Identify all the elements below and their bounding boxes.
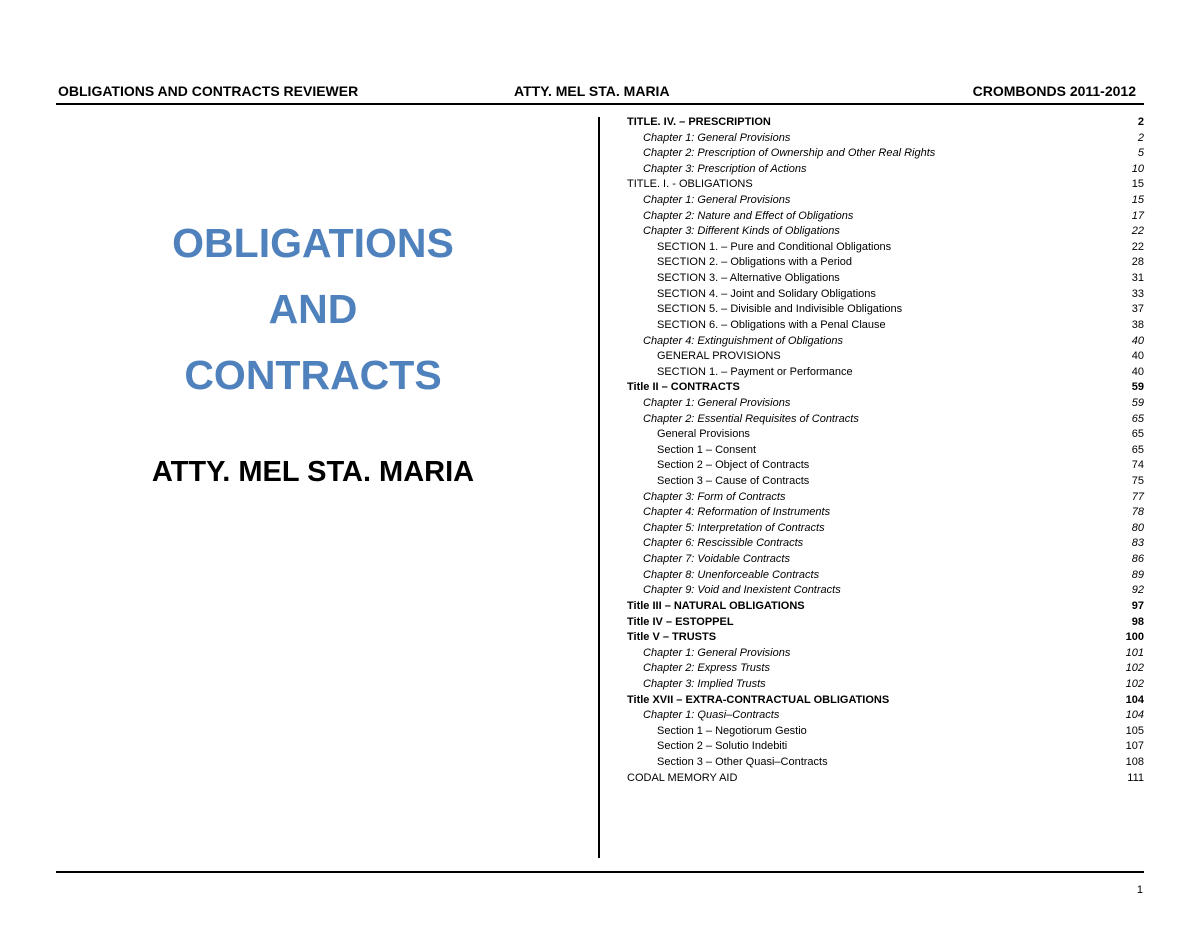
toc-entry: [627, 739, 1144, 755]
toc-entry-label: Chapter 5: Interpretation of Contracts: [643, 521, 825, 534]
toc-entry-label: Title III – NATURAL OBLIGATIONS: [627, 599, 805, 612]
toc-entry-page: 86: [1131, 553, 1144, 566]
toc-entry-label: CODAL MEMORY AID: [627, 771, 738, 784]
toc-entry-label: SECTION 5. – Divisible and Indivisible Obligations: [657, 303, 903, 316]
toc-entry-page: 40: [1131, 350, 1144, 363]
toc-entry-page: 92: [1131, 584, 1144, 597]
toc-entry: [627, 349, 1144, 365]
toc-entry-page: 108: [1125, 755, 1144, 768]
toc-entry-page: 105: [1125, 724, 1144, 737]
toc-entry: [627, 646, 1144, 662]
toc-entry-label: Chapter 3: Form of Contracts: [643, 490, 786, 503]
toc-entry-label: Chapter 3: Different Kinds of Obligations: [643, 225, 840, 238]
toc-entry: [627, 599, 1144, 615]
toc-entry-page: 15: [1131, 178, 1144, 191]
toc-entry-label: SECTION 1. – Payment or Performance: [657, 365, 853, 378]
toc-entry: [627, 630, 1144, 646]
toc-entry: [627, 318, 1144, 334]
toc-entry-label: Chapter 2: Express Trusts: [643, 662, 770, 675]
toc-entry-label: Chapter 1: General Provisions: [643, 396, 791, 409]
toc-entry-label: Section 2 – Solutio Indebiti: [657, 740, 788, 753]
toc-entry-page: 28: [1131, 256, 1144, 269]
toc-entry: [627, 505, 1144, 521]
toc-entry: [627, 224, 1144, 240]
toc-entry-label: General Provisions: [657, 428, 750, 441]
toc-entry-page: 104: [1125, 709, 1144, 722]
toc-entry-label: Section 1 – Negotiorum Gestio: [657, 724, 807, 737]
toc-entry-label: TITLE. I. - OBLIGATIONS: [627, 178, 753, 191]
toc-entry-page: 5: [1137, 147, 1144, 160]
toc-entry-label: Chapter 3: Implied Trusts: [643, 677, 766, 690]
toc-entry-page: 89: [1131, 568, 1144, 581]
toc-entry-page: 107: [1125, 740, 1144, 753]
toc-entry: [627, 115, 1144, 131]
toc-entry: [627, 474, 1144, 490]
toc-entry-label: SECTION 2. – Obligations with a Period: [657, 256, 853, 269]
toc-entry: [627, 661, 1144, 677]
toc-entry-label: Title V – TRUSTS: [627, 631, 717, 644]
toc-entry: [627, 334, 1144, 350]
toc-entry-page: 104: [1125, 693, 1144, 706]
toc-entry-page: 2: [1137, 131, 1144, 144]
toc-entry-page: 65: [1131, 428, 1144, 441]
toc-entry-label: Chapter 1: General Provisions: [643, 194, 791, 207]
toc-entry-label: Section 2 – Object of Contracts: [657, 459, 810, 472]
toc-entry-label: Chapter 2: Nature and Effect of Obligations: [643, 209, 854, 222]
toc-entry-label: Chapter 1: General Provisions: [643, 646, 791, 659]
toc-entry-page: 65: [1131, 412, 1144, 425]
toc-entry-page: 74: [1131, 459, 1144, 472]
header-batch: CROMBONDS 2011-2012: [972, 83, 1136, 99]
cover-title: [60, 210, 566, 408]
toc-entry: [627, 458, 1144, 474]
toc-entry-page: 40: [1131, 334, 1144, 347]
toc-entry-page: 59: [1131, 381, 1144, 394]
toc-entry-page: 77: [1131, 490, 1144, 503]
toc-entry: [627, 443, 1144, 459]
running-header: [58, 83, 1140, 103]
table-of-contents: [627, 115, 1144, 786]
toc-entry: [627, 724, 1144, 740]
toc-entry: [627, 209, 1144, 225]
page-number: 1: [1136, 884, 1143, 896]
toc-entry: [627, 396, 1144, 412]
toc-entry-page: 98: [1131, 615, 1144, 628]
toc-entry: [627, 536, 1144, 552]
footer-rule: [56, 871, 1144, 873]
toc-entry-page: 22: [1131, 240, 1144, 253]
toc-entry: [627, 177, 1144, 193]
toc-entry-label: SECTION 1. – Pure and Conditional Obligations: [657, 240, 892, 253]
toc-entry-label: Chapter 3: Prescription of Actions: [643, 162, 807, 175]
toc-entry: [627, 427, 1144, 443]
header-author: ATTY. MEL STA. MARIA: [514, 83, 670, 99]
toc-entry-page: 65: [1131, 443, 1144, 456]
toc-entry: [627, 568, 1144, 584]
header-document-title: OBLIGATIONS AND CONTRACTS REVIEWER: [58, 83, 359, 99]
toc-entry: [627, 583, 1144, 599]
toc-entry-label: Title II – CONTRACTS: [627, 381, 740, 394]
toc-entry: [627, 162, 1144, 178]
toc-entry: [627, 693, 1144, 709]
column-divider: [598, 117, 600, 858]
toc-entry: [627, 521, 1144, 537]
toc-entry: [627, 255, 1144, 271]
cover-title-line: OBLIGATIONS: [172, 220, 454, 266]
toc-entry-page: 22: [1131, 225, 1144, 238]
cover-author: ATTY. MEL STA. MARIA: [151, 456, 475, 488]
toc-entry-label: SECTION 6. – Obligations with a Penal Clause: [657, 318, 886, 331]
toc-entry-page: 102: [1125, 662, 1144, 675]
toc-entry: [627, 708, 1144, 724]
toc-entry-label: Section 1 – Consent: [657, 443, 757, 456]
toc-entry: [627, 131, 1144, 147]
toc-entry: [627, 615, 1144, 631]
toc-entry-page: 31: [1131, 272, 1144, 285]
toc-entry-page: 83: [1131, 537, 1144, 550]
toc-entry: [627, 287, 1144, 303]
toc-entry-page: 111: [1127, 771, 1144, 784]
toc-entry-page: 59: [1131, 396, 1144, 409]
toc-entry: [627, 552, 1144, 568]
toc-entry-label: Title XVII – EXTRA-CONTRACTUAL OBLIGATIONS: [627, 693, 890, 706]
toc-entry: [627, 490, 1144, 506]
toc-entry-label: SECTION 4. – Joint and Solidary Obligations: [657, 287, 876, 300]
toc-entry: [627, 146, 1144, 162]
toc-entry-page: 80: [1131, 521, 1144, 534]
toc-entry-label: TITLE. IV. – PRESCRIPTION: [627, 116, 771, 128]
toc-entry-label: Chapter 2: Essential Requisites of Contracts: [643, 412, 859, 425]
toc-entry-page: 2: [1137, 116, 1144, 128]
toc-entry-label: Chapter 1: Quasi–Contracts: [643, 709, 780, 722]
toc-entry-page: 40: [1131, 365, 1144, 378]
toc-entry: [627, 240, 1144, 256]
toc-entry: [627, 380, 1144, 396]
toc-entry-label: GENERAL PROVISIONS: [657, 350, 781, 363]
toc-entry-label: Chapter 4: Reformation of Instruments: [643, 506, 831, 519]
toc-entry-label: Section 3 – Cause of Contracts: [657, 475, 810, 488]
toc-entry-page: 33: [1131, 287, 1144, 300]
toc-entry-page: 101: [1125, 646, 1144, 659]
toc-entry: [627, 271, 1144, 287]
toc-entry: [627, 677, 1144, 693]
toc-entry-label: Chapter 1: General Provisions: [643, 131, 791, 144]
toc-entry-page: 75: [1131, 475, 1144, 488]
toc-entry-label: Chapter 8: Unenforceable Contracts: [643, 568, 820, 581]
toc-entry: [627, 771, 1144, 787]
toc-entry-label: Title IV – ESTOPPEL: [627, 615, 734, 628]
toc-entry-label: Chapter 7: Voidable Contracts: [643, 553, 790, 566]
toc-entry: [627, 755, 1144, 771]
cover-title-line: CONTRACTS: [184, 352, 442, 398]
toc-entry: [627, 193, 1144, 209]
toc-entry-label: SECTION 3. – Alternative Obligations: [657, 272, 840, 285]
toc-entry-label: Chapter 4: Extinguishment of Obligations: [643, 334, 843, 347]
toc-entry-page: 15: [1131, 194, 1144, 207]
cover-panel: [60, 210, 566, 489]
toc-entry-page: 38: [1131, 318, 1144, 331]
toc-entry-page: 102: [1125, 677, 1144, 690]
toc-entry-label: Chapter 2: Prescription of Ownership and Other Real Rights: [643, 147, 936, 160]
header-rule: [56, 103, 1144, 105]
toc-entry: [627, 412, 1144, 428]
toc-entry: [627, 302, 1144, 318]
toc-entry-page: 100: [1125, 631, 1144, 644]
cover-title-line: AND: [268, 286, 358, 332]
toc-entry-label: Chapter 6: Rescissible Contracts: [643, 537, 804, 550]
toc-entry-page: 78: [1131, 506, 1144, 519]
toc-entry-page: 97: [1131, 599, 1144, 612]
toc-entry-page: 10: [1131, 162, 1144, 175]
toc-entry-page: 37: [1131, 303, 1144, 316]
toc-entry-page: 17: [1131, 209, 1144, 222]
toc-entry-label: Chapter 9: Void and Inexistent Contracts: [643, 584, 841, 597]
toc-entry: [627, 365, 1144, 381]
toc-entry-label: Section 3 – Other Quasi–Contracts: [657, 755, 828, 768]
